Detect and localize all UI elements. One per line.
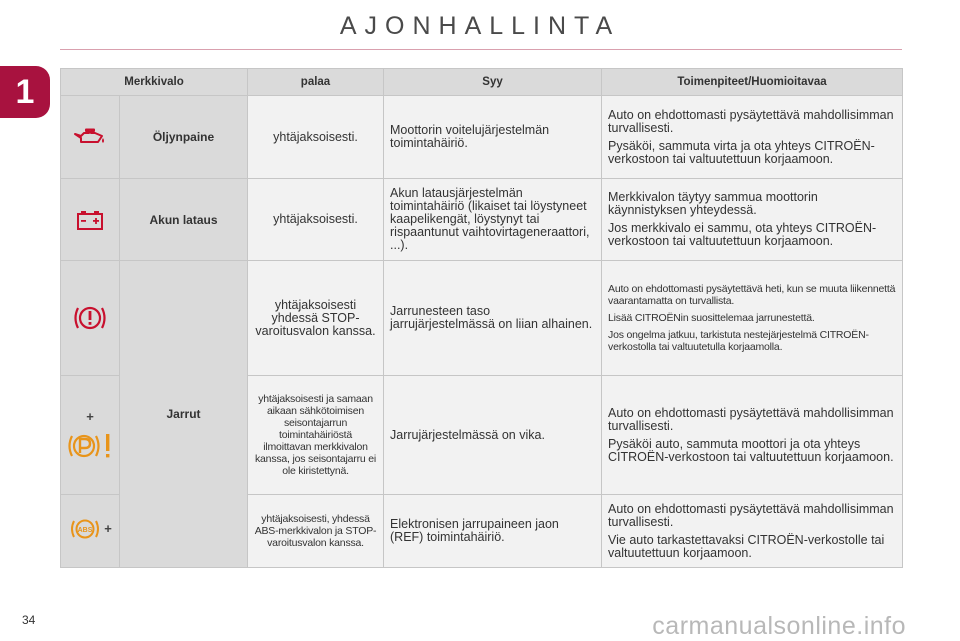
row-toimenpiteet [602, 179, 903, 261]
row-palaa: yhtäjaksoisesti. [248, 179, 384, 261]
row-syy: Moottorin voitelujärjestelmän toimintahäiriö. [384, 96, 602, 179]
icon-cell [61, 96, 120, 179]
row-toimenpiteet [602, 376, 903, 495]
page-title: AJONHALLINTA [339, 12, 621, 40]
watermark: carmanualsonline.info [652, 612, 906, 640]
toimenpide-text: Auto on ehdottomasti pysäytettävä mahdollisimman turvallisesti. [608, 501, 894, 529]
row-toimenpiteet [602, 96, 903, 179]
row-toimenpiteet [602, 495, 903, 568]
toimenpide-text: Auto on ehdottomasti pysäytettävä mahdollisimman turvallisesti. [608, 107, 894, 135]
warning-lights-table [60, 68, 903, 568]
plus-sign: + [104, 521, 112, 536]
row-name: Öljynpaine [120, 96, 248, 179]
battery-icon [75, 209, 105, 231]
icon-cell [61, 261, 120, 376]
oil-can-icon [72, 126, 108, 148]
row-palaa: yhtäjaksoisesti ja samaan aikaan sähkötoimisen seisontajarrun toimintahäiriöstä ilmoittavan merkkivalon kanssa, jos seisontajarru ei ole kiristettynä. [248, 376, 384, 495]
table-header-row [61, 69, 903, 96]
row-toimenpiteet [602, 261, 903, 376]
abs-icon [68, 516, 102, 542]
row-name: Akun lataus [120, 179, 248, 261]
toimenpide-text: Jos ongelma jatkuu, tarkistuta nestejärjestelmä CITROËN-verkostolla tai valtuutetulla korjaamolla. [608, 329, 869, 353]
col-header-merkkivalo: Merkkivalo [61, 69, 248, 96]
toimenpide-text: Pysäköi, sammuta virta ja ota yhteys CITROËN-verkostoon tai valtuutettuun korjaamoon. [608, 138, 875, 166]
row-syy: Jarrunesteen taso jarrujärjestelmässä on liian alhainen. [384, 261, 602, 376]
col-header-toimenpiteet: Toimenpiteet/Huomioitavaa [602, 69, 903, 96]
parking-brake-fault-icon [64, 430, 116, 462]
toimenpide-text: Auto on ehdottomasti pysäytettävä mahdollisimman turvallisesti. [608, 405, 894, 433]
icon-cell [61, 495, 120, 568]
col-header-palaa: palaa [248, 69, 384, 96]
col-header-syy: Syy [384, 69, 602, 96]
toimenpide-text: Vie auto tarkastettavaksi CITROËN-verkostolle tai valtuutettuun korjaamoon. [608, 532, 885, 560]
row-palaa: yhtäjaksoisesti yhdessä STOP-varoitusvalon kanssa. [248, 261, 384, 376]
icon-cell [61, 179, 120, 261]
icon-cell [61, 376, 120, 495]
plus-sign: + [86, 408, 94, 424]
svg-text:ABS: ABS [77, 526, 93, 534]
table-row [61, 96, 903, 179]
row-palaa: yhtäjaksoisesti, yhdessä ABS-merkkivalon ja STOP-varoitusvalon kanssa. [248, 495, 384, 568]
toimenpide-text: Merkkivalon täytyy sammua moottorin käynnistyksen yhteydessä. [608, 190, 818, 217]
title-divider [60, 49, 902, 50]
toimenpide-text: Pysäköi auto, sammuta moottori ja ota yhteys CITROËN-verkostoon tai valtuutettuun korjaamoon. [608, 436, 894, 464]
brake-warning-icon [72, 301, 108, 335]
row-syy: Akun latausjärjestelmän toimintahäiriö (likaiset tai löystyneet kaapelikengät, löystynyt tai rispaantunut vaihtovirtageneraattori, ...). [384, 179, 602, 261]
table-row [61, 179, 903, 261]
toimenpide-text: Jos merkkivalo ei sammu, ota yhteys CITROËN-verkostoon tai valtuutettuun korjaamoon. [608, 221, 877, 248]
page-number: 34 [22, 613, 36, 627]
row-syy: Jarrujärjestelmässä on vika. [384, 376, 602, 495]
row-syy: Elektronisen jarrupaineen jaon (REF) toimintahäiriö. [384, 495, 602, 568]
row-palaa: yhtäjaksoisesti. [248, 96, 384, 179]
chapter-tab: 1 [0, 66, 50, 118]
row-name: Jarrut [120, 261, 248, 568]
toimenpide-text: Auto on ehdottomasti pysäytettävä heti, kun se muuta liikennettä vaarantamatta on turvallista. [608, 283, 896, 307]
toimenpide-text: Lisää CITROËNin suosittelemaa jarrunestettä. [608, 312, 815, 324]
table-row [61, 261, 903, 376]
